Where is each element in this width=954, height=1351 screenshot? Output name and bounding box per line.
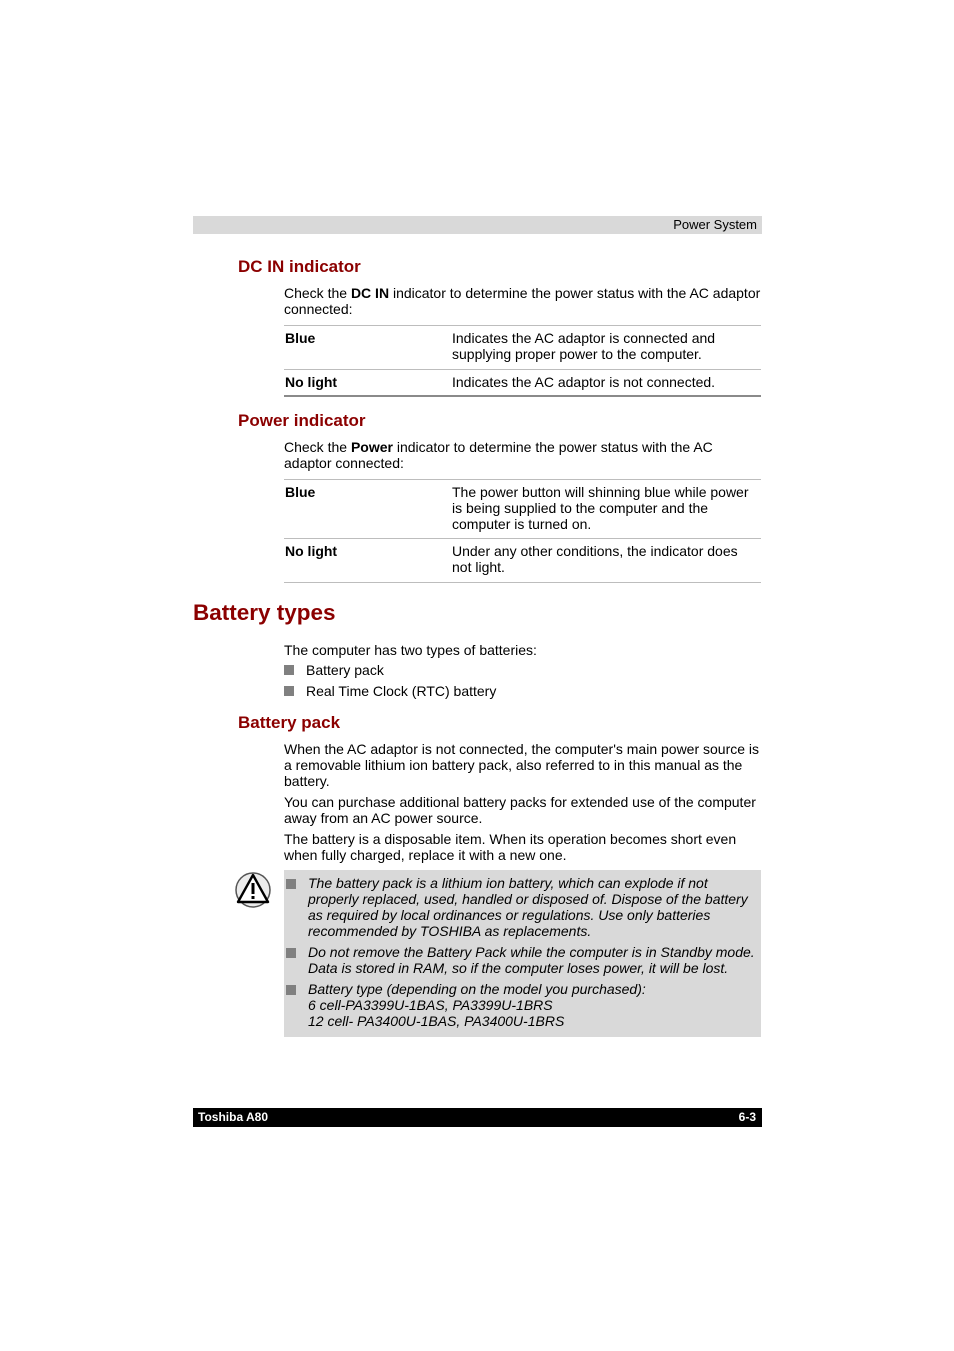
table-row — [284, 539, 761, 583]
row-value: Indicates the AC adaptor is not connected. — [452, 374, 716, 390]
battery-model-line: 6 cell-PA3399U-1BAS, PA3399U-1BRS — [308, 997, 553, 1013]
table-row — [284, 326, 761, 370]
warning-icon — [235, 871, 271, 909]
battery-pack-paragraph: You can purchase additional battery packs for extended use of the computer away from an AC power source. — [284, 794, 756, 826]
power-intro-pre: Check the — [284, 439, 351, 455]
note-battery-models — [308, 981, 760, 1029]
bullet-icon — [286, 985, 296, 995]
running-header — [193, 216, 762, 234]
power-table — [284, 479, 761, 583]
dc-in-table — [284, 325, 761, 397]
battery-types-intro: The computer has two types of batteries: — [284, 642, 537, 658]
dc-in-intro — [284, 285, 762, 317]
dc-in-intro-bold: DC IN — [350, 285, 390, 301]
list-item-text: Real Time Clock (RTC) battery — [306, 683, 497, 699]
dc-in-intro-post: indicator to determine the power status with the AC adaptor connected: — [284, 285, 761, 317]
page-number: 6-3 — [738, 1110, 756, 1124]
dc-in-intro-pre: Check the — [284, 285, 351, 301]
note-text: The battery pack is a lithium ion battery, which can explode if not properly replaced, used, handled or disposed of. Dispose of the battery as required by local ordinances or regulations. Use only batteries recommended by TOSHIBA as replacements. — [308, 875, 748, 939]
battery-pack-paragraph: When the AC adaptor is not connected, the computer's main power source is a removable lithium ion battery pack, also referred to in this manual as the battery. — [284, 741, 760, 789]
battery-model-line: 12 cell- PA3400U-1BAS, PA3400U-1BRS — [308, 1013, 565, 1029]
battery-pack-heading: Battery pack — [238, 713, 341, 732]
row-key: No light — [285, 374, 338, 390]
bullet-icon — [284, 665, 294, 675]
list-item-text: Battery pack — [306, 662, 384, 678]
row-key: Blue — [285, 330, 316, 346]
power-intro-bold: Power — [350, 439, 393, 455]
note-text: Do not remove the Battery Pack while the computer is in Standby mode. Data is stored in RAM, so if the computer loses power, it will be lost. — [308, 944, 755, 976]
page-footer — [193, 1108, 762, 1127]
section-title: Power System — [673, 217, 757, 232]
table-row — [284, 480, 761, 539]
row-key: Blue — [285, 484, 316, 500]
row-value: The power button will shinning blue while power is being supplied to the computer and the computer is turned on. — [452, 484, 749, 532]
power-intro — [284, 439, 762, 471]
row-value: Indicates the AC adaptor is connected and supplying proper power to the computer. — [452, 330, 716, 362]
footer-model: Toshiba A80 — [198, 1110, 269, 1124]
table-row — [284, 370, 761, 397]
power-intro-post: indicator to determine the power status with the AC adaptor connected: — [284, 439, 713, 471]
power-heading: Power indicator — [238, 411, 366, 430]
bullet-icon — [284, 686, 294, 696]
bullet-icon — [286, 948, 296, 958]
row-value: Under any other conditions, the indicator does not light. — [452, 543, 738, 575]
note-text: Battery type (depending on the model you purchased): — [308, 981, 646, 997]
bullet-icon — [286, 879, 296, 889]
battery-types-heading: Battery types — [193, 600, 336, 625]
caution-note — [284, 870, 761, 1037]
row-key: No light — [285, 543, 338, 559]
dc-in-heading: DC IN indicator — [238, 257, 361, 276]
battery-pack-paragraph: The battery is a disposable item. When its operation becomes short even when fully charged, replace it with a new one. — [284, 831, 737, 863]
